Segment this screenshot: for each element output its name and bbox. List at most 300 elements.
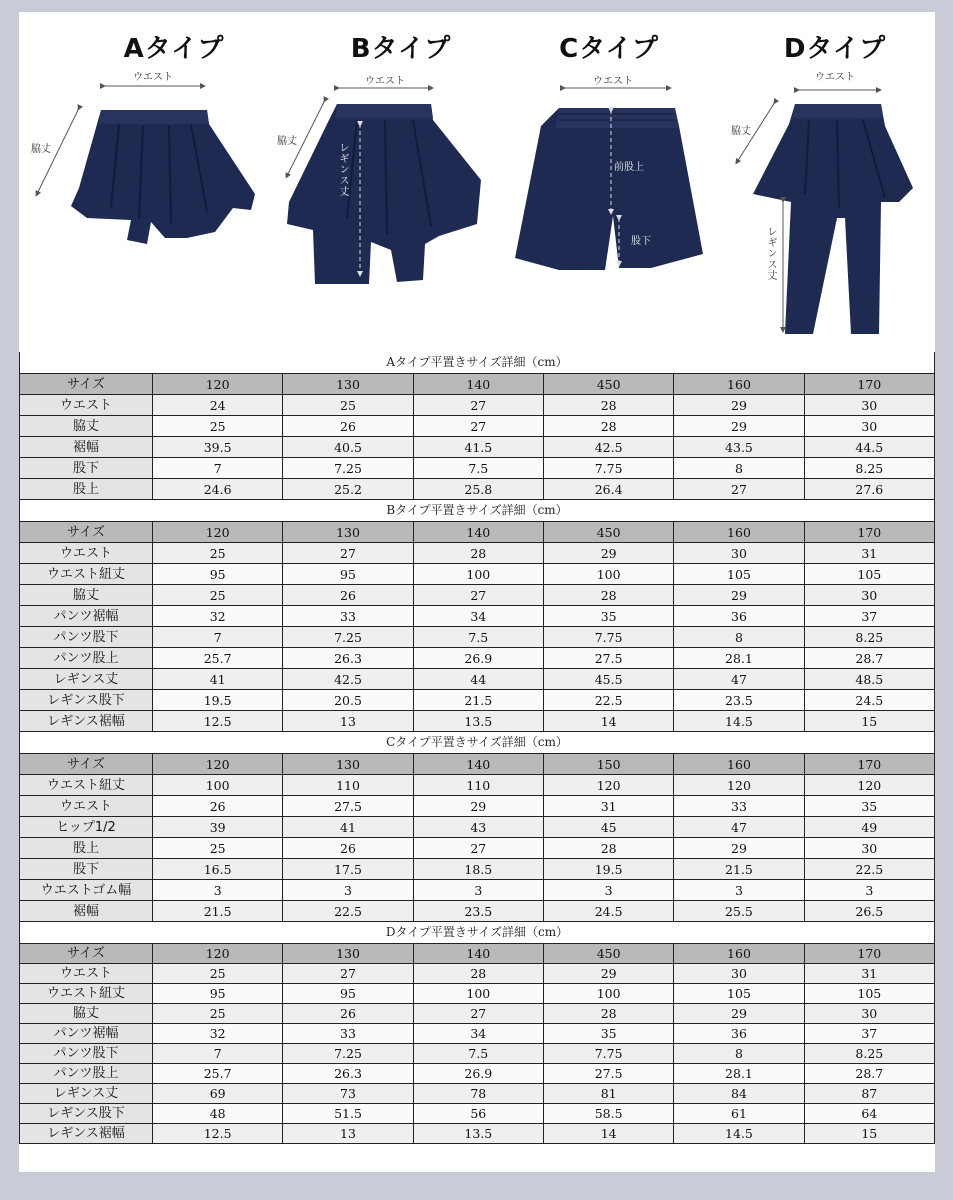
value-cell: 20.5 [283,690,413,711]
measure-label-cell: 股下 [20,458,153,479]
value-cell: 45 [543,817,673,838]
measure-label-cell: パンツ股上 [20,1064,153,1084]
value-cell: 8 [674,458,804,479]
value-cell: 30 [674,543,804,564]
value-cell: 13.5 [413,1124,543,1144]
table-header-row [20,754,935,775]
size-header-cell: 130 [283,374,413,395]
table-row [20,585,935,606]
value-cell: 21.5 [674,859,804,880]
table-row [20,648,935,669]
table-header-row [20,374,935,395]
value-cell: 8.25 [804,1044,934,1064]
header-label-cell: サイズ [20,374,153,395]
size-header-cell: 150 [543,754,673,775]
value-cell: 26.3 [283,648,413,669]
value-cell: 25 [283,395,413,416]
table-title: Dタイプ平置きサイズ詳細（cm） [19,922,935,943]
value-cell: 27.5 [543,1064,673,1084]
type-c-garment [515,108,703,270]
value-cell: 17.5 [283,859,413,880]
type-c-inseam-label: 股下 [631,236,651,247]
type-d-garment [753,104,913,334]
value-cell: 31 [543,796,673,817]
value-cell: 29 [413,796,543,817]
value-cell: 7.5 [413,627,543,648]
type-d-waist-label: ウエスト [815,72,855,83]
size-header-cell: 450 [543,522,673,543]
size-header-cell: 140 [413,944,543,964]
value-cell: 7.25 [283,627,413,648]
table-row [20,543,935,564]
measure-label-cell: パンツ裾幅 [20,606,153,627]
value-cell: 25 [153,585,283,606]
type-a-section [19,352,935,500]
value-cell: 49 [804,817,934,838]
value-cell: 28 [413,964,543,984]
value-cell: 25 [153,1004,283,1024]
table-row [20,1124,935,1144]
measure-label-cell: ウエスト紐丈 [20,564,153,585]
table-row [20,395,935,416]
measure-label-cell: レギンス股下 [20,690,153,711]
value-cell: 78 [413,1084,543,1104]
type-c-waist-label: ウエスト [593,76,633,87]
value-cell: 95 [283,564,413,585]
value-cell: 47 [674,817,804,838]
measure-label-cell: レギンス丈 [20,1084,153,1104]
value-cell: 26 [283,1004,413,1024]
value-cell: 51.5 [283,1104,413,1124]
size-header-cell: 170 [804,374,934,395]
value-cell: 25.7 [153,1064,283,1084]
value-cell: 95 [153,564,283,585]
value-cell: 13 [283,1124,413,1144]
value-cell: 26.4 [543,479,673,500]
value-cell: 84 [674,1084,804,1104]
value-cell: 18.5 [413,859,543,880]
value-cell: 28.1 [674,1064,804,1084]
value-cell: 26 [283,585,413,606]
value-cell: 34 [413,1024,543,1044]
value-cell: 30 [804,1004,934,1024]
measure-label-cell: レギンス裾幅 [20,1124,153,1144]
value-cell: 7.5 [413,458,543,479]
table-row [20,690,935,711]
table-title: Cタイプ平置きサイズ詳細（cm） [19,732,935,753]
value-cell: 26 [283,416,413,437]
value-cell: 27.5 [283,796,413,817]
table-header-row [20,944,935,964]
value-cell: 21.5 [413,690,543,711]
table-row [20,796,935,817]
value-cell: 8 [674,627,804,648]
type-b-leggings-label: レギンス丈 [337,142,348,197]
value-cell: 26.5 [804,901,934,922]
table-row [20,838,935,859]
value-cell: 8 [674,1044,804,1064]
value-cell: 69 [153,1084,283,1104]
value-cell: 36 [674,1024,804,1044]
value-cell: 105 [804,564,934,585]
value-cell: 3 [153,880,283,901]
measure-label-cell: パンツ裾幅 [20,1024,153,1044]
value-cell: 22.5 [283,901,413,922]
value-cell: 27.5 [543,648,673,669]
value-cell: 95 [153,984,283,1004]
value-cell: 31 [804,964,934,984]
size-header-cell: 170 [804,522,934,543]
value-cell: 36 [674,606,804,627]
value-cell: 24.5 [543,901,673,922]
value-cell: 105 [674,984,804,1004]
value-cell: 19.5 [153,690,283,711]
value-cell: 23.5 [413,901,543,922]
value-cell: 42.5 [283,669,413,690]
table-row [20,984,935,1004]
type-a-title: Aタイプ [123,34,225,64]
type-b-garment [287,104,481,284]
measure-label-cell: 股上 [20,479,153,500]
value-cell: 29 [674,838,804,859]
value-cell: 44.5 [804,437,934,458]
value-cell: 28 [543,416,673,437]
value-cell: 30 [804,585,934,606]
type-a-waist-label: ウエスト [133,72,173,83]
value-cell: 120 [804,775,934,796]
value-cell: 14.5 [674,1124,804,1144]
table-row [20,964,935,984]
table-title: Aタイプ平置きサイズ詳細（cm） [19,352,935,373]
header-label-cell: サイズ [20,944,153,964]
value-cell: 28.7 [804,1064,934,1084]
value-cell: 28.1 [674,648,804,669]
table-row [20,775,935,796]
value-cell: 29 [543,543,673,564]
value-cell: 33 [674,796,804,817]
size-header-cell: 160 [674,754,804,775]
table-row [20,859,935,880]
size-header-cell: 130 [283,754,413,775]
value-cell: 41 [283,817,413,838]
value-cell: 27 [283,964,413,984]
value-cell: 100 [543,564,673,585]
value-cell: 27 [413,838,543,859]
value-cell: 7.25 [283,458,413,479]
size-table [19,943,935,1144]
table-row [20,564,935,585]
measure-label-cell: 脇丈 [20,585,153,606]
type-b-waist-label: ウエスト [365,76,405,87]
value-cell: 95 [283,984,413,1004]
value-cell: 25.8 [413,479,543,500]
type-d-leggings-label: レギンス丈 [765,226,776,281]
value-cell: 7 [153,627,283,648]
value-cell: 35 [543,1024,673,1044]
size-header-cell: 160 [674,374,804,395]
measure-label-cell: ウエスト紐丈 [20,984,153,1004]
value-cell: 87 [804,1084,934,1104]
value-cell: 3 [283,880,413,901]
value-cell: 14.5 [674,711,804,732]
value-cell: 23.5 [674,690,804,711]
value-cell: 30 [804,395,934,416]
value-cell: 3 [674,880,804,901]
value-cell: 37 [804,606,934,627]
value-cell: 27 [413,416,543,437]
table-row [20,416,935,437]
value-cell: 41 [153,669,283,690]
value-cell: 7 [153,458,283,479]
value-cell: 30 [804,838,934,859]
value-cell: 14 [543,1124,673,1144]
value-cell: 28 [413,543,543,564]
type-c-section [19,732,935,922]
measure-label-cell: ウエスト紐丈 [20,775,153,796]
table-row [20,458,935,479]
type-a-garment [71,110,255,244]
type-a-side-label: 脇丈 [31,144,51,155]
value-cell: 29 [674,395,804,416]
value-cell: 100 [153,775,283,796]
table-row [20,901,935,922]
value-cell: 43 [413,817,543,838]
value-cell: 40.5 [283,437,413,458]
measure-label-cell: ウエストゴム幅 [20,880,153,901]
value-cell: 3 [543,880,673,901]
value-cell: 3 [413,880,543,901]
value-cell: 25 [153,543,283,564]
table-row [20,1104,935,1124]
measure-label-cell: 股下 [20,859,153,880]
value-cell: 58.5 [543,1104,673,1124]
size-header-cell: 120 [153,522,283,543]
measure-label-cell: パンツ股下 [20,1044,153,1064]
size-header-cell: 140 [413,522,543,543]
value-cell: 25.7 [153,648,283,669]
value-cell: 22.5 [804,859,934,880]
value-cell: 24.6 [153,479,283,500]
type-c-front-rise-label: 前股上 [614,162,644,173]
value-cell: 120 [543,775,673,796]
measure-label-cell: 脇丈 [20,1004,153,1024]
value-cell: 27 [283,543,413,564]
value-cell: 35 [543,606,673,627]
value-cell: 16.5 [153,859,283,880]
value-cell: 13.5 [413,711,543,732]
value-cell: 7 [153,1044,283,1064]
measure-label-cell: ウエスト [20,543,153,564]
size-header-cell: 120 [153,944,283,964]
measure-label-cell: レギンス股下 [20,1104,153,1124]
table-header-row [20,522,935,543]
value-cell: 25.2 [283,479,413,500]
size-header-cell: 140 [413,754,543,775]
value-cell: 28 [543,1004,673,1024]
table-title: Bタイプ平置きサイズ詳細（cm） [19,500,935,521]
value-cell: 26.9 [413,1064,543,1084]
value-cell: 28 [543,585,673,606]
value-cell: 32 [153,606,283,627]
size-header-cell: 170 [804,754,934,775]
measure-label-cell: パンツ股下 [20,627,153,648]
value-cell: 14 [543,711,673,732]
type-b-title: Bタイプ [350,34,452,64]
size-header-cell: 450 [543,374,673,395]
value-cell: 25 [153,838,283,859]
value-cell: 29 [543,964,673,984]
size-header-cell: 120 [153,754,283,775]
value-cell: 110 [413,775,543,796]
value-cell: 120 [674,775,804,796]
value-cell: 64 [804,1104,934,1124]
type-b-side-label: 脇丈 [277,136,297,147]
value-cell: 12.5 [153,711,283,732]
value-cell: 47 [674,669,804,690]
value-cell: 56 [413,1104,543,1124]
value-cell: 35 [804,796,934,817]
size-header-cell: 130 [283,522,413,543]
table-row [20,1064,935,1084]
value-cell: 32 [153,1024,283,1044]
table-row [20,437,935,458]
value-cell: 26.3 [283,1064,413,1084]
measure-label-cell: ウエスト [20,395,153,416]
value-cell: 100 [543,984,673,1004]
value-cell: 28 [543,395,673,416]
value-cell: 15 [804,711,934,732]
value-cell: 33 [283,1024,413,1044]
table-row [20,1024,935,1044]
value-cell: 24.5 [804,690,934,711]
value-cell: 100 [413,564,543,585]
table-row [20,479,935,500]
value-cell: 45.5 [543,669,673,690]
size-tables [19,352,935,1144]
table-row [20,669,935,690]
value-cell: 7.5 [413,1044,543,1064]
size-header-cell: 140 [413,374,543,395]
value-cell: 39 [153,817,283,838]
value-cell: 7.25 [283,1044,413,1064]
value-cell: 39.5 [153,437,283,458]
value-cell: 21.5 [153,901,283,922]
value-cell: 27 [413,395,543,416]
measure-label-cell: 裾幅 [20,437,153,458]
measure-label-cell: レギンス裾幅 [20,711,153,732]
value-cell: 24 [153,395,283,416]
value-cell: 22.5 [543,690,673,711]
value-cell: 25.5 [674,901,804,922]
size-header-cell: 450 [543,944,673,964]
table-row [20,817,935,838]
value-cell: 105 [674,564,804,585]
value-cell: 26.9 [413,648,543,669]
measure-label-cell: レギンス丈 [20,669,153,690]
measure-label-cell: 脇丈 [20,416,153,437]
measure-label-cell: パンツ股上 [20,648,153,669]
size-table [19,753,935,922]
value-cell: 29 [674,1004,804,1024]
table-row [20,711,935,732]
measure-label-cell: ウエスト [20,964,153,984]
value-cell: 81 [543,1084,673,1104]
measure-label-cell: ヒップ1/2 [20,817,153,838]
type-b-section [19,500,935,732]
value-cell: 33 [283,606,413,627]
value-cell: 43.5 [674,437,804,458]
value-cell: 48 [153,1104,283,1124]
header-label-cell: サイズ [20,754,153,775]
table-row [20,1084,935,1104]
value-cell: 31 [804,543,934,564]
value-cell: 12.5 [153,1124,283,1144]
value-cell: 48.5 [804,669,934,690]
size-header-cell: 130 [283,944,413,964]
table-row [20,1004,935,1024]
value-cell: 8.25 [804,458,934,479]
value-cell: 27 [413,1004,543,1024]
size-table [19,373,935,500]
size-table [19,521,935,732]
value-cell: 7.75 [543,627,673,648]
value-cell: 41.5 [413,437,543,458]
size-header-cell: 160 [674,522,804,543]
value-cell: 26 [283,838,413,859]
measure-label-cell: ウエスト [20,796,153,817]
size-header-cell: 160 [674,944,804,964]
value-cell: 25 [153,416,283,437]
size-chart-sheet [19,12,935,1172]
value-cell: 44 [413,669,543,690]
value-cell: 26 [153,796,283,817]
value-cell: 100 [413,984,543,1004]
value-cell: 34 [413,606,543,627]
measure-label-cell: 股上 [20,838,153,859]
value-cell: 42.5 [543,437,673,458]
value-cell: 8.25 [804,627,934,648]
table-row [20,880,935,901]
value-cell: 30 [674,964,804,984]
value-cell: 29 [674,416,804,437]
size-header-cell: 170 [804,944,934,964]
value-cell: 25 [153,964,283,984]
value-cell: 7.75 [543,1044,673,1064]
value-cell: 61 [674,1104,804,1124]
value-cell: 28.7 [804,648,934,669]
value-cell: 73 [283,1084,413,1104]
value-cell: 7.75 [543,458,673,479]
value-cell: 19.5 [543,859,673,880]
value-cell: 28 [543,838,673,859]
header-label-cell: サイズ [20,522,153,543]
type-d-title: Dタイプ [783,34,887,64]
value-cell: 27 [413,585,543,606]
value-cell: 27.6 [804,479,934,500]
value-cell: 3 [804,880,934,901]
table-row [20,627,935,648]
value-cell: 27 [674,479,804,500]
value-cell: 15 [804,1124,934,1144]
value-cell: 37 [804,1024,934,1044]
value-cell: 30 [804,416,934,437]
value-cell: 29 [674,585,804,606]
size-header-cell: 120 [153,374,283,395]
table-row [20,606,935,627]
type-d-section [19,922,935,1144]
measure-label-cell: 裾幅 [20,901,153,922]
table-row [20,1044,935,1064]
